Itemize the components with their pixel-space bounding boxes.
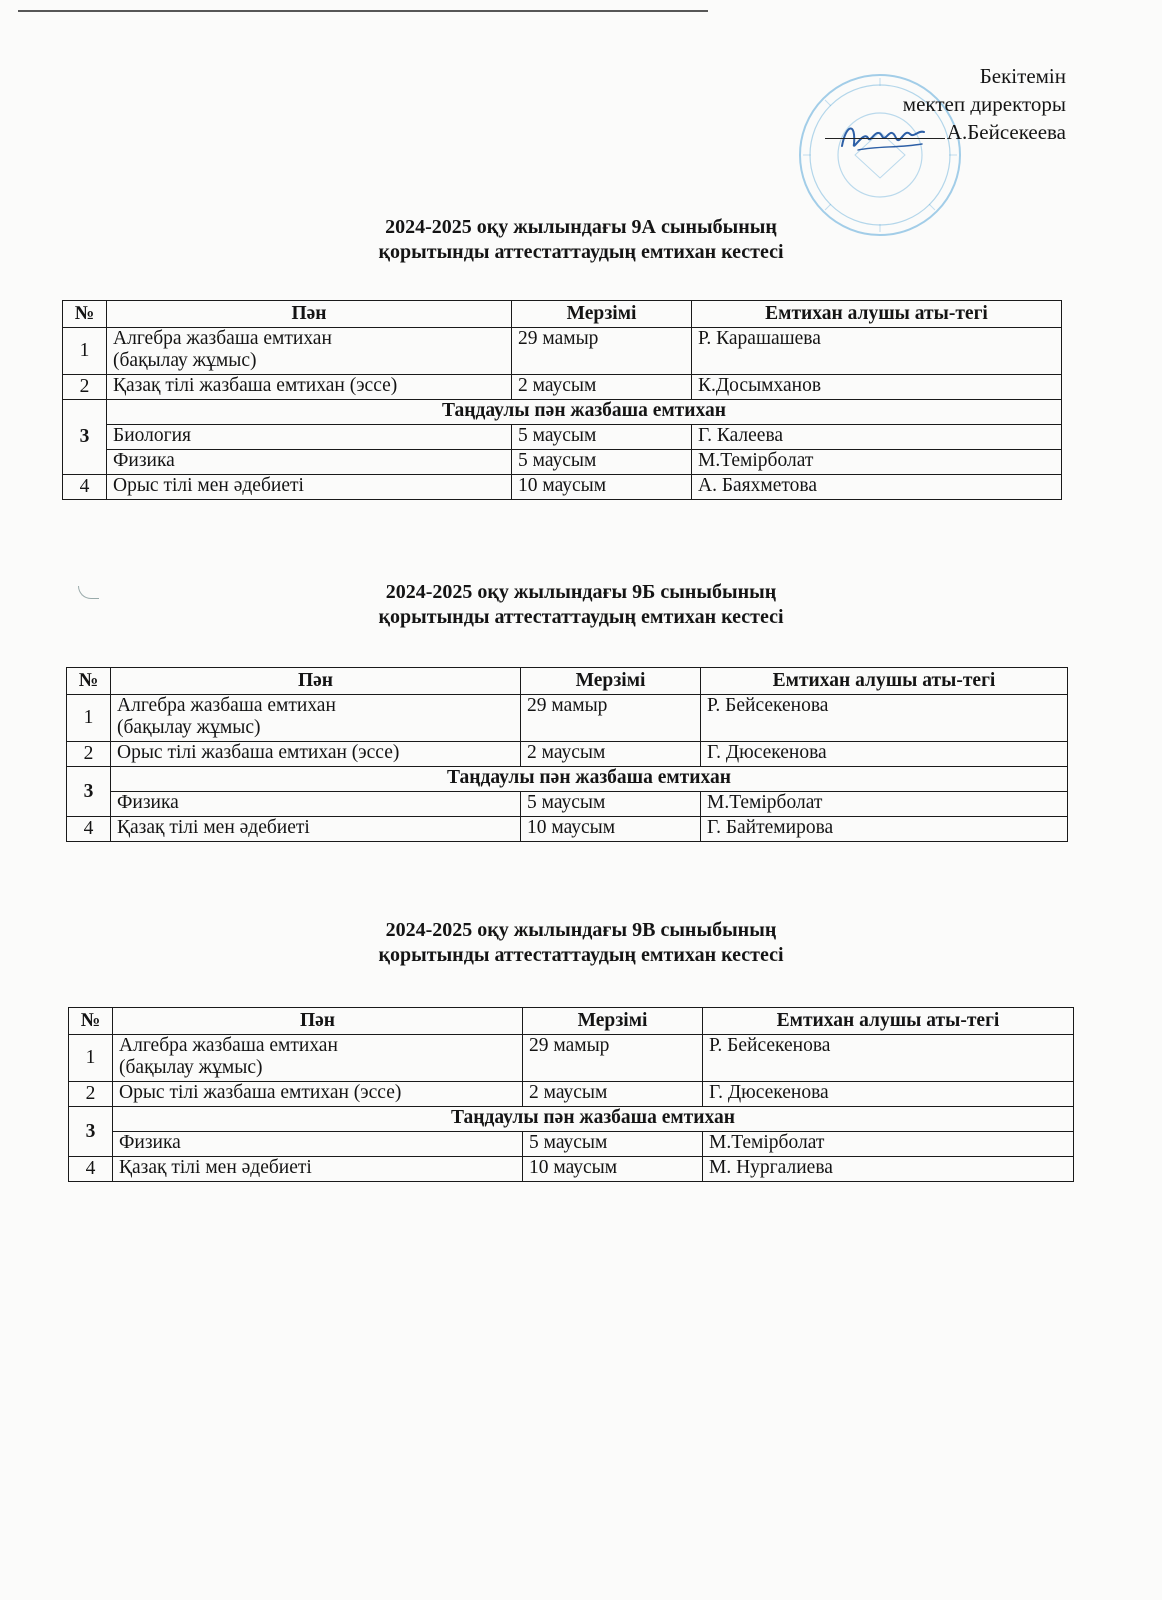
table-header-row (69, 1008, 1074, 1035)
row-subject (107, 328, 512, 375)
row-examiner: Г. Калеева (692, 425, 1062, 450)
table-row (69, 1082, 1074, 1107)
header-date: Мерзімі (512, 301, 692, 328)
subject-line-1: Алгебра жазбаша емтихан (113, 328, 332, 349)
scan-edge-line (18, 10, 708, 12)
table-row (63, 475, 1062, 500)
table-title-line-1: 2024-2025 оқу жылындағы 9А сыныбының (385, 216, 777, 238)
header-subject: Пән (113, 1008, 523, 1035)
row-examiner: М.Темірболат (692, 450, 1062, 475)
header-subject: Пән (111, 668, 521, 695)
row-date: 5 маусым (512, 450, 692, 475)
exam-table-9v (68, 1007, 1074, 1182)
table-row (67, 742, 1068, 767)
row-examiner: М.Темірболат (703, 1132, 1074, 1157)
header-examiner: Емтихан алушы аты-тегі (703, 1008, 1074, 1035)
table-row (63, 375, 1062, 400)
table-header-row (63, 301, 1062, 328)
subject-line-1: Алгебра жазбаша емтихан (119, 1035, 338, 1056)
row-examiner: М. Нургалиева (703, 1157, 1074, 1182)
row-examiner: Р. Карашашева (692, 328, 1062, 375)
table-9v-title (0, 918, 1162, 968)
header-num: № (69, 1008, 113, 1035)
approval-line-2: мектеп директоры (902, 92, 1066, 116)
table-row (63, 450, 1062, 475)
row-subject: Физика (107, 450, 512, 475)
row-num: 2 (63, 375, 107, 400)
table-9b-title (0, 580, 1162, 630)
elective-header-row (63, 400, 1062, 425)
row-date: 2 маусым (512, 375, 692, 400)
row-subject: Қазақ тілі жазбаша емтихан (эссе) (107, 375, 512, 400)
table-title-line-2: қорытынды аттестаттаудың емтихан кестесі (378, 241, 784, 263)
row-subject: Орыс тілі жазбаша емтихан (эссе) (111, 742, 521, 767)
row-examiner: Р. Бейсекенова (701, 695, 1068, 742)
subject-line-2: (бақылау жұмыс) (113, 350, 257, 371)
subject-line-2: (бақылау жұмыс) (117, 717, 261, 738)
row-subject: Физика (111, 792, 521, 817)
table-title-line-2: қорытынды аттестаттаудың емтихан кестесі (378, 606, 784, 628)
table-row (69, 1132, 1074, 1157)
row-date: 2 маусым (521, 742, 701, 767)
row-subject (111, 695, 521, 742)
row-num: 2 (69, 1082, 113, 1107)
approval-signature-line (825, 118, 1066, 146)
table-9a-title (0, 215, 1162, 265)
row-date: 10 маусым (523, 1157, 703, 1182)
row-subject: Қазақ тілі мен әдебиеті (113, 1157, 523, 1182)
row-num: 3 (69, 1107, 113, 1157)
subject-line-2: (бақылау жұмыс) (119, 1057, 263, 1078)
elective-header: Таңдаулы пән жазбаша емтихан (111, 767, 1068, 792)
header-num: № (63, 301, 107, 328)
row-examiner: Р. Бейсекенова (703, 1035, 1074, 1082)
row-date: 5 маусым (521, 792, 701, 817)
header-num: № (67, 668, 111, 695)
row-num: 4 (63, 475, 107, 500)
row-num: 3 (63, 400, 107, 475)
row-examiner: К.Досымханов (692, 375, 1062, 400)
approval-line-1: Бекітемін (979, 64, 1066, 88)
table-row (69, 1035, 1074, 1082)
row-num: 2 (67, 742, 111, 767)
table-row (63, 425, 1062, 450)
row-num: 1 (69, 1035, 113, 1082)
row-num: 4 (67, 817, 111, 842)
row-date: 10 маусым (521, 817, 701, 842)
row-date: 5 маусым (512, 425, 692, 450)
row-subject: Қазақ тілі мен әдебиеті (111, 817, 521, 842)
table-title-line-2: қорытынды аттестаттаудың емтихан кестесі (378, 944, 784, 966)
header-date: Мерзімі (523, 1008, 703, 1035)
row-num: 1 (67, 695, 111, 742)
exam-table-9a (62, 300, 1062, 500)
row-num: 4 (69, 1157, 113, 1182)
row-date: 29 мамыр (521, 695, 701, 742)
row-examiner: М.Темірболат (701, 792, 1068, 817)
row-subject: Биология (107, 425, 512, 450)
table-row (69, 1157, 1074, 1182)
table-title-line-1: 2024-2025 оқу жылындағы 9В сыныбының (385, 919, 777, 941)
row-examiner: Г. Дюсекенова (703, 1082, 1074, 1107)
row-examiner: Г. Дюсекенова (701, 742, 1068, 767)
row-subject: Орыс тілі мен әдебиеті (107, 475, 512, 500)
elective-header-row (67, 767, 1068, 792)
approval-block (825, 62, 1066, 146)
row-date: 2 маусым (523, 1082, 703, 1107)
header-examiner: Емтихан алушы аты-тегі (701, 668, 1068, 695)
row-date: 5 маусым (523, 1132, 703, 1157)
table-row (63, 328, 1062, 375)
row-num: 3 (67, 767, 111, 817)
table-row (67, 817, 1068, 842)
row-examiner: Г. Байтемирова (701, 817, 1068, 842)
row-examiner: А. Баяхметова (692, 475, 1062, 500)
row-date: 29 мамыр (512, 328, 692, 375)
table-row (67, 695, 1068, 742)
header-examiner: Емтихан алушы аты-тегі (692, 301, 1062, 328)
table-row (67, 792, 1068, 817)
subject-line-1: Алгебра жазбаша емтихан (117, 695, 336, 716)
row-date: 10 маусым (512, 475, 692, 500)
row-num: 1 (63, 328, 107, 375)
header-subject: Пән (107, 301, 512, 328)
row-date: 29 мамыр (523, 1035, 703, 1082)
exam-table-9b (66, 667, 1068, 842)
elective-header: Таңдаулы пән жазбаша емтихан (107, 400, 1062, 425)
table-title-line-1: 2024-2025 оқу жылындағы 9Б сыныбының (385, 581, 777, 603)
elective-header-row (69, 1107, 1074, 1132)
row-subject (113, 1035, 523, 1082)
row-subject: Орыс тілі жазбаша емтихан (эссе) (113, 1082, 523, 1107)
elective-header: Таңдаулы пән жазбаша емтихан (113, 1107, 1074, 1132)
header-date: Мерзімі (521, 668, 701, 695)
signature-underline (825, 120, 945, 139)
director-name: А.Бейсекеева (946, 120, 1066, 144)
row-subject: Физика (113, 1132, 523, 1157)
table-header-row (67, 668, 1068, 695)
